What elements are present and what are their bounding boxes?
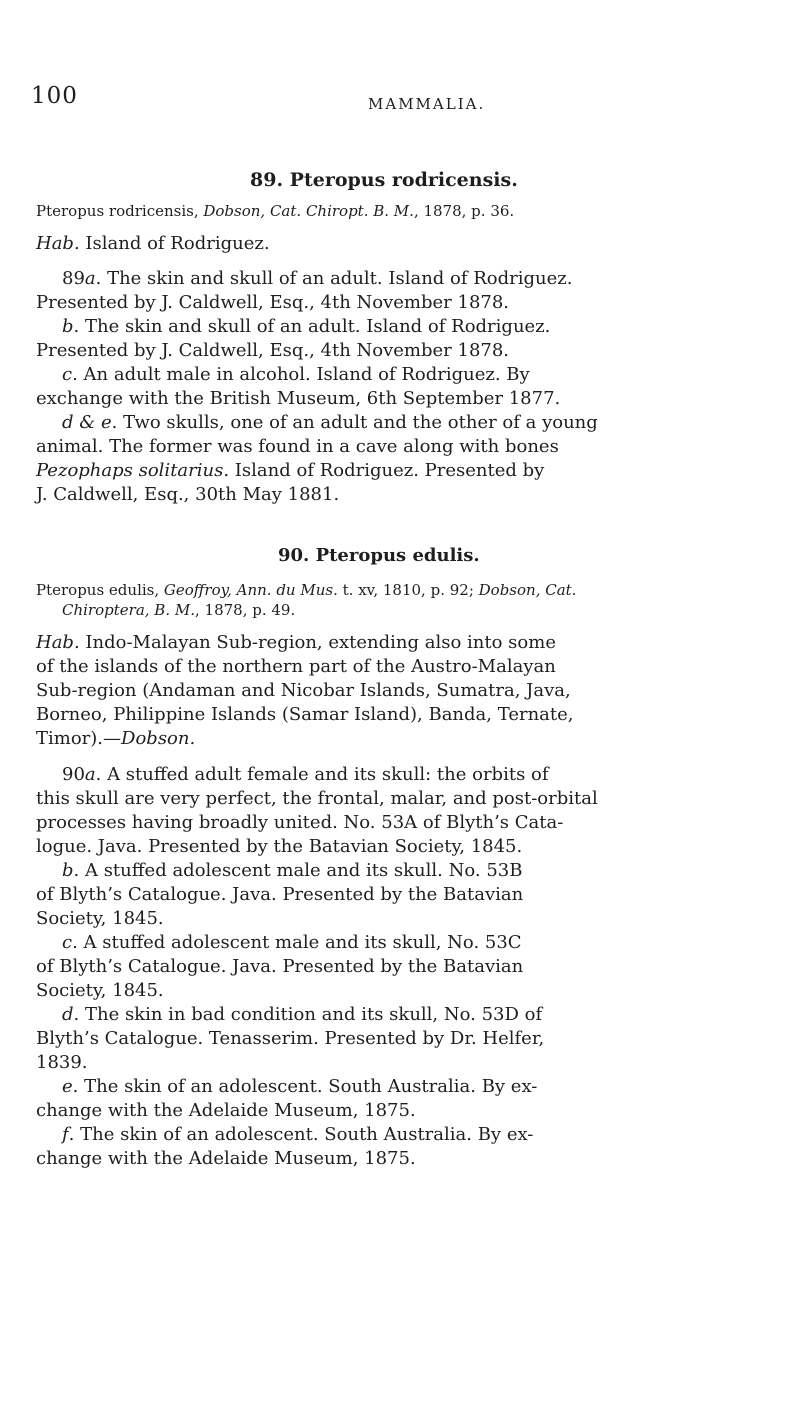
species-90-habitat-line-5: Timor).—Dobson. xyxy=(36,728,196,749)
specimen-89c: c. An adult male in alcohol. Island of Rodriguez. By xyxy=(62,364,530,385)
specimen-90c-cont-1: of Blyth’s Catalogue. Java. Presented by the Batavian xyxy=(36,956,524,977)
specimen-89b-cont: Presented by J. Caldwell, Esq., 4th November 1878. xyxy=(36,340,510,361)
specimen-90c-cont-2: Society, 1845. xyxy=(36,980,164,1001)
specimen-89b: b. The skin and skull of an adult. Island of Rodriguez. xyxy=(62,316,551,337)
specimen-89c-cont: exchange with the British Museum, 6th September 1877. xyxy=(36,388,561,409)
specimen-90b: b. A stuffed adolescent male and its skull. No. 53B xyxy=(62,860,523,881)
specimen-89de: d & e. Two skulls, one of an adult and the other of a young xyxy=(62,412,598,433)
specimen-89a: 89a. The skin and skull of an adult. Island of Rodriguez. xyxy=(62,268,573,289)
specimen-90b-cont-1: of Blyth’s Catalogue. Java. Presented by the Batavian xyxy=(36,884,524,905)
specimen-90a-cont-1: this skull are very perfect, the frontal, malar, and post-orbital xyxy=(36,788,598,809)
specimen-90f-cont: change with the Adelaide Museum, 1875. xyxy=(36,1148,416,1169)
species-90-habitat-line-1: Hab. Indo-Malayan Sub-region, extending also into some xyxy=(36,632,556,653)
specimen-90a: 90a. A stuffed adult female and its skull: the orbits of xyxy=(62,764,549,785)
species-90-habitat-line-3: Sub-region (Andaman and Nicobar Islands, Sumatra, Java, xyxy=(36,680,571,701)
specimen-90a-cont-3: logue. Java. Presented by the Batavian Society, 1845. xyxy=(36,836,523,857)
species-90-synonymy-line-1: Pteropus edulis, Geoffroy, Ann. du Mus. t. xv, 1810, p. 92; Dobson, Cat. xyxy=(36,581,577,599)
species-89-habitat: Hab. Island of Rodriguez. xyxy=(36,233,270,254)
running-head: MAMMALIA. xyxy=(368,95,486,113)
specimen-89a-cont: Presented by J. Caldwell, Esq., 4th November 1878. xyxy=(36,292,510,313)
specimen-90e: e. The skin of an adolescent. South Australia. By ex- xyxy=(62,1076,538,1097)
specimen-89de-cont-1: animal. The former was found in a cave along with bones xyxy=(36,436,559,457)
specimen-90d-cont-2: 1839. xyxy=(36,1052,88,1073)
species-89-title: 89. Pteropus rodricensis. xyxy=(250,169,518,191)
species-90-synonymy-line-2: Chiroptera, B. M., 1878, p. 49. xyxy=(62,601,296,619)
species-89-synonymy: Pteropus rodricensis, Dobson, Cat. Chiropt. B. M., 1878, p. 36. xyxy=(36,202,515,220)
specimen-90d: d. The skin in bad condition and its skull, No. 53D of xyxy=(62,1004,543,1025)
species-90-title: 90. Pteropus edulis. xyxy=(278,545,480,566)
specimen-90e-cont: change with the Adelaide Museum, 1875. xyxy=(36,1100,416,1121)
specimen-90d-cont-1: Blyth’s Catalogue. Tenasserim. Presented by Dr. Helfer, xyxy=(36,1028,545,1049)
specimen-90f: f. The skin of an adolescent. South Australia. By ex- xyxy=(62,1124,534,1145)
specimen-90a-cont-2: processes having broadly united. No. 53A of Blyth’s Cata- xyxy=(36,812,564,833)
page-number: 100 xyxy=(31,83,78,109)
species-90-habitat-line-4: Borneo, Philippine Islands (Samar Island), Banda, Ternate, xyxy=(36,704,574,725)
specimen-89de-cont-3: J. Caldwell, Esq., 30th May 1881. xyxy=(36,484,340,505)
specimen-90b-cont-2: Society, 1845. xyxy=(36,908,164,929)
specimen-90c: c. A stuffed adolescent male and its skull, No. 53C xyxy=(62,932,522,953)
specimen-89de-cont-2: Pezophaps solitarius. Island of Rodriguez. Presented by xyxy=(36,460,545,481)
species-90-habitat-line-2: of the islands of the northern part of the Austro-Malayan xyxy=(36,656,556,677)
